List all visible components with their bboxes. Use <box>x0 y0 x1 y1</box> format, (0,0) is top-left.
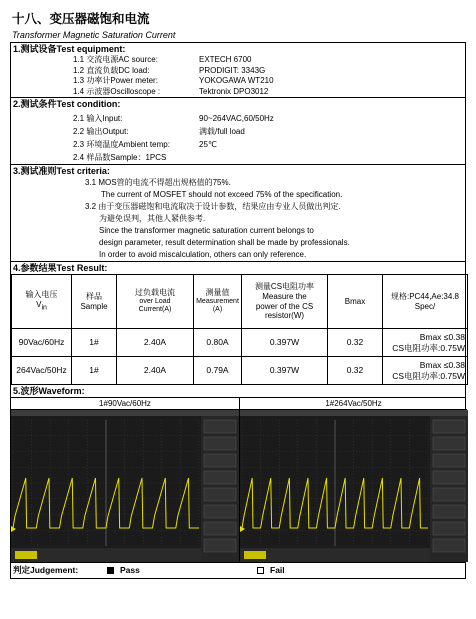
result-table <box>11 274 468 385</box>
cell-overload: 2.40A <box>117 329 194 357</box>
equipment-value: EXTECH 6700 <box>199 55 252 64</box>
condition-item <box>11 112 465 125</box>
cell-measurement: 0.80A <box>194 329 242 357</box>
cell-spec-2: CS电阻功率:0.75W <box>392 342 465 353</box>
condition-value: 90~264VAC,60/50Hz <box>199 114 274 123</box>
cell-spec-1: Bmax ≤0.38 <box>419 360 465 371</box>
cell-bmax: 0.32 <box>328 329 383 357</box>
oscilloscope-screenshot-right <box>240 410 468 562</box>
cell-spec-1: Bmax ≤0.38 <box>419 332 465 343</box>
criteria-line: 3.2 由于变压器磁饱和电流取决于设计参数，结果应由专业人员做出判定. <box>85 202 341 211</box>
criteria-line: 3.1 MOS管的电流不得超出规格值的75%. <box>85 178 231 187</box>
scope-menu-button <box>204 522 236 535</box>
scope-menu-button <box>433 437 465 450</box>
equipment-label: 1.1 交流电源AC source: <box>73 55 158 64</box>
judgement-fail-label: Fail <box>270 565 285 576</box>
scope-channel-badge <box>244 551 266 559</box>
judgement-fail-option[interactable] <box>257 565 285 575</box>
header-bmax: Bmax <box>328 275 383 329</box>
checkbox-checked-icon <box>107 567 114 574</box>
equipment-value: Tektronix DPO3012 <box>199 86 269 96</box>
judgement-pass-label: Pass <box>120 565 140 576</box>
header-input-voltage <box>12 275 72 329</box>
waveform-panel-left <box>11 398 239 562</box>
scope-menu-button <box>204 471 236 484</box>
criteria-line: The current of MOSFET should not exceed 75% of the specification. <box>101 190 343 199</box>
equipment-label: 1.2 直流负载DC load: <box>73 65 150 75</box>
criteria-line: Since the transformer magnetic saturation current belongs to <box>99 226 314 235</box>
vin-symbol: V <box>36 299 42 309</box>
header-overload-cn: 过负载电流 <box>135 288 175 298</box>
condition-label: 2.2 输出Output: <box>73 127 129 136</box>
report-page <box>10 10 466 579</box>
scope-menu-button <box>204 437 236 450</box>
cell-measurement: 0.79A <box>194 357 242 385</box>
waveform-label-left: 1#90Vac/60Hz <box>11 398 239 410</box>
table-row <box>12 357 468 385</box>
header-spec-1: 规格:PC44,Ae:34.8 <box>390 291 460 301</box>
criteria-line: design parameter, result determination shall be made by professionals. <box>99 238 350 247</box>
cell-spec <box>383 357 468 385</box>
criteria-line: 为避免误判，其他人紧供参考. <box>99 214 206 223</box>
condition-item <box>11 138 465 151</box>
header-meas-unit: (A) <box>212 306 223 314</box>
vin-subscript: in <box>41 304 47 312</box>
header-input-voltage-symbol <box>14 300 69 313</box>
header-cs-en3: resistor(W) <box>264 311 305 321</box>
scope-menu-button <box>204 505 236 518</box>
header-meas-en: Measurement <box>196 297 239 305</box>
waveform-panel-right <box>239 398 467 562</box>
waveform-label-right: 1#264Vac/50Hz <box>240 398 467 410</box>
condition-label: 2.4 样品数Sample：1PCS <box>73 153 167 162</box>
section-waveform-heading: 5.波形Waveform: <box>13 386 85 396</box>
condition-list <box>11 110 465 164</box>
section-result-heading: 4.参数结果Test Result: <box>13 263 108 273</box>
cell-spec-2: CS电阻功率:0.75W <box>392 370 465 381</box>
criteria-line: In order to avoid miscalculation, others can only reference. <box>99 250 307 259</box>
condition-item <box>11 125 465 138</box>
equipment-label: 1.3 功率计Power meter: <box>73 76 158 85</box>
equipment-item <box>11 66 465 77</box>
header-cs-cn: 测量CS电阻功率 <box>254 282 315 292</box>
result-header-row <box>12 275 468 329</box>
scope-menu-button <box>433 454 465 467</box>
page-subtitle: Transformer Magnetic Saturation Current <box>12 30 176 40</box>
section-criteria-heading: 3.测试准则Test criteria: <box>13 166 110 176</box>
checkbox-empty-icon <box>257 567 264 574</box>
table-row <box>12 329 468 357</box>
scope-status-bar <box>11 548 201 562</box>
scope-menu-button <box>433 488 465 501</box>
judgement-row <box>11 562 465 578</box>
condition-value: 满载/full load <box>199 127 245 136</box>
oscilloscope-screenshot-left <box>11 410 239 562</box>
cell-spec <box>383 329 468 357</box>
scope-menu-button <box>204 539 236 552</box>
judgement-label: 判定Judgement: <box>13 565 79 576</box>
scope-menu-button <box>433 420 465 433</box>
header-sample <box>72 275 117 329</box>
equipment-list <box>11 55 465 97</box>
header-spec <box>383 275 468 329</box>
header-spec-2: Spec/ <box>414 301 436 311</box>
header-overload-en1: over Load <box>139 297 171 305</box>
scope-menu-button <box>433 471 465 484</box>
scope-menu-button <box>204 420 236 433</box>
cell-cs-power: 0.397W <box>242 357 328 385</box>
cell-sample: 1# <box>72 329 117 357</box>
cell-vin: 264Vac/50Hz <box>12 357 72 385</box>
judgement-pass-option[interactable] <box>107 565 257 575</box>
cell-bmax: 0.32 <box>328 357 383 385</box>
scope-status-bar <box>240 548 430 562</box>
scope-menu-button <box>204 454 236 467</box>
cell-vin: 90Vac/60Hz <box>12 329 72 357</box>
scope-menu-button <box>433 505 465 518</box>
scope-menu-button <box>204 488 236 501</box>
criteria-list <box>11 177 465 261</box>
scope-menu-button <box>433 539 465 552</box>
report-frame <box>10 42 466 579</box>
section-condition-heading: 2.测试条件Test condition: <box>13 99 121 109</box>
scope-menu-button <box>433 522 465 535</box>
cell-overload: 2.40A <box>117 357 194 385</box>
header-meas-cn: 测量值 <box>205 288 230 298</box>
scope-toolbar <box>11 410 239 416</box>
header-cs-en1: Measure the <box>262 291 307 301</box>
header-measurement <box>194 275 242 329</box>
header-overload <box>117 275 194 329</box>
header-cs-en2: power of the CS <box>255 301 314 311</box>
section-equipment-heading: 1.测试设备Test equipment: <box>13 44 126 54</box>
equipment-item <box>11 76 465 87</box>
equipment-value: YOKOGAWA WT210 <box>199 76 274 85</box>
waveform-panels <box>11 397 465 562</box>
page-title: 十八、变压器磁饱和电流 <box>12 12 150 26</box>
condition-item <box>11 151 465 164</box>
scope-channel-badge <box>15 551 37 559</box>
condition-label: 2.3 环境温度Ambient temp: <box>73 140 170 149</box>
header-cs-power <box>242 275 328 329</box>
scope-toolbar <box>240 410 468 416</box>
equipment-item <box>11 55 465 66</box>
header-sample-cn: 样品 <box>86 291 102 301</box>
equipment-item <box>11 87 465 98</box>
cell-sample: 1# <box>72 357 117 385</box>
header-overload-en2: Current(A) <box>138 306 172 314</box>
equipment-label: 1.4 示波器Oscilloscope : <box>73 86 161 96</box>
equipment-value: PRODIGIT: 3343G <box>199 65 266 75</box>
condition-label: 2.1 输入Input: <box>73 114 123 123</box>
header-input-voltage-cn: 输入电压 <box>25 290 58 300</box>
condition-value: 25℃ <box>199 140 217 149</box>
header-sample-en: Sample <box>80 301 108 311</box>
cell-cs-power: 0.397W <box>242 329 328 357</box>
